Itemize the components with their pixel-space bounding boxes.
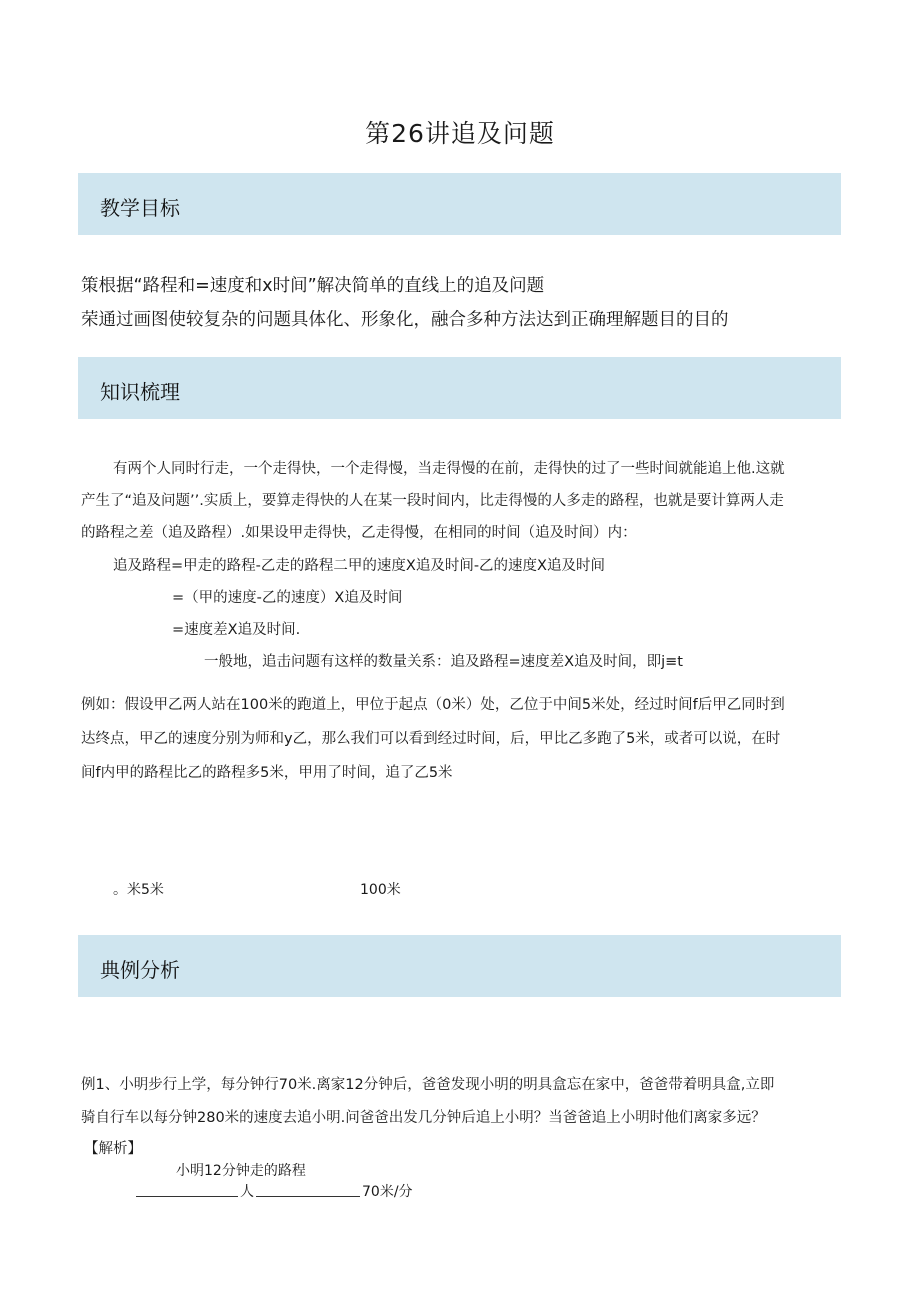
page-title: 第26讲追及问题 — [365, 119, 555, 148]
section-title: 知识梳理 — [100, 380, 180, 404]
section-title: 教学目标 — [100, 196, 180, 220]
example-line: 例如：假设甲乙两人站在100米的跑道上，甲位于起点（0米）处，乙位于中间5米处，经过时间f后甲乙同时到 — [81, 697, 785, 713]
formula-line: =速度差X追及时间. — [172, 622, 301, 638]
formula-line: =（甲的速度-乙的速度）X追及时间 — [172, 590, 403, 606]
goal-line: 策根据“路程和=速度和x时间”解决简单的直线上的追及问题 — [81, 276, 545, 296]
diagram-caption: 小明12分钟走的路程 — [176, 1163, 306, 1179]
section-header-goals — [78, 173, 841, 235]
paragraph-line: 产生了“追及问题’’.实质上，要算走得快的人在某一段时间内，比走得慢的人多走的路程，也就是要计算两人走 — [81, 493, 784, 509]
person-marker: 人 — [240, 1184, 254, 1200]
paragraph-line: 的路程之差（追及路程）.如果设甲走得快，乙走得慢，在相同的时间（追及时间）内： — [81, 525, 637, 541]
section-header-examples — [78, 935, 841, 997]
example-line: 间f内甲的路程比乙的路程多5米，甲用了时间，追了乙5米 — [81, 765, 453, 781]
analysis-label: 【解析】 — [84, 1141, 142, 1157]
formula-line: 追及路程=甲走的路程-乙走的路程二甲的速度X追及时间-乙的速度X追及时间 — [113, 558, 605, 574]
section-header-knowledge — [78, 357, 841, 419]
general-rule: 一般地，追击问题有这样的数量关系：追及路程=速度差X追及时间，即j≡t — [204, 654, 683, 670]
track-label-end: 100米 — [360, 882, 401, 898]
goal-line: 荣通过画图使较复杂的问题具体化、形象化，融合多种方法达到正确理解题目的目的 — [81, 310, 729, 330]
distance-line-left — [136, 1196, 238, 1197]
example-line: 达终点，甲乙的速度分别为师和y乙，那么我们可以看到经过时间，后，甲比乙多跑了5米，或者可以说，在时 — [81, 731, 781, 747]
speed-label: 70米/分 — [362, 1184, 413, 1200]
paragraph-line: 有两个人同时行走，一个走得快，一个走得慢，当走得慢的在前，走得快的过了一些时间就能追上他.这就 — [113, 461, 785, 477]
example-1-line: 例1、小明步行上学，每分钟行70米.离家12分钟后，爸爸发现小明的明具盒忘在家中，爸爸带着明具盒,立即 — [81, 1077, 775, 1093]
track-label-start: 。米5米 — [113, 882, 164, 898]
example-1-line: 骑自行车以每分钟280米的速度去追小明.问爸爸出发几分钟后追上小明？当爸爸追上小明时他们离家多远？ — [81, 1110, 766, 1126]
distance-line-right — [256, 1196, 360, 1197]
section-title: 典例分析 — [100, 958, 180, 982]
